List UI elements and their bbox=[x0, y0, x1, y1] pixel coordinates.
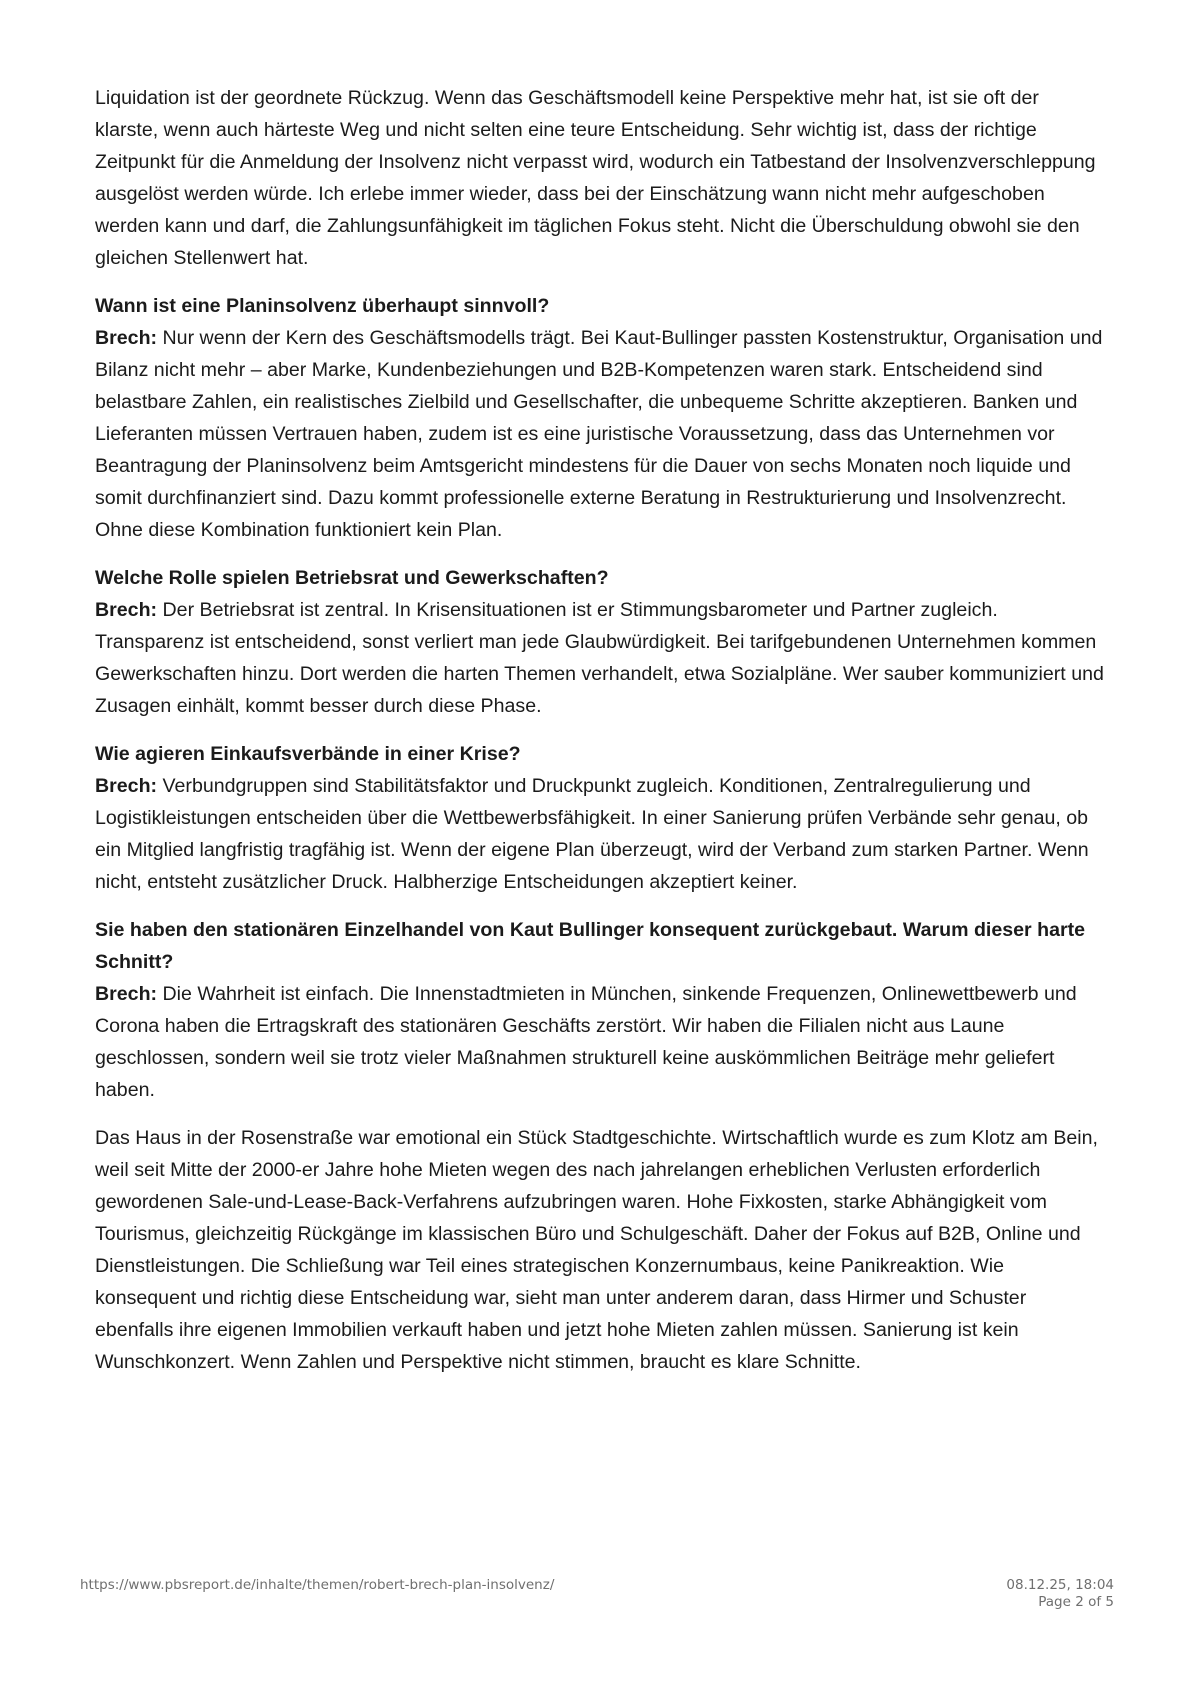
answer-text: Der Betriebsrat ist zentral. In Krisensituationen ist er Stimmungsbarometer und Partner zugleich. Transparenz ist entscheidend, sonst verliert man jede Glaubwürdigkeit. Bei tarifgebundenen Unternehmen kommen Gewerkschaften hinzu. Dort werden die harten Themen verhandelt, etwa Sozialpläne. Wer sauber kommuniziert und Zusagen einhält, kommt besser durch diese Phase. bbox=[95, 599, 1104, 717]
footer-url-link[interactable]: https://www.pbsreport.de/inhalte/themen/robert-brech-plan-insolvenz/ bbox=[80, 1577, 555, 1593]
question-heading: Wie agieren Einkaufsverbände in einer Krise? bbox=[95, 743, 521, 765]
qa-block-3 bbox=[95, 738, 1105, 898]
qa-block-2 bbox=[95, 562, 1105, 722]
answer-paragraph bbox=[95, 322, 1105, 546]
answer-paragraph bbox=[95, 770, 1105, 898]
qa-block-1 bbox=[95, 290, 1105, 546]
footer-datetime: 08.12.25, 18:04 bbox=[1006, 1577, 1114, 1593]
question-heading: Wann ist eine Planinsolvenz überhaupt sinnvoll? bbox=[95, 295, 550, 317]
answer-paragraph bbox=[95, 978, 1105, 1106]
footer-meta bbox=[1006, 1577, 1114, 1611]
qa-block-4 bbox=[95, 914, 1105, 1106]
page-number: Page 2 of 5 bbox=[1038, 1594, 1114, 1610]
speaker-label: Brech: bbox=[95, 599, 158, 621]
speaker-label: Brech: bbox=[95, 327, 158, 349]
answer-paragraph bbox=[95, 594, 1105, 722]
question-heading: Sie haben den stationären Einzelhandel von Kaut Bullinger konsequent zurückgebaut. Warum dieser harte Schnitt? bbox=[95, 919, 1086, 973]
speaker-label: Brech: bbox=[95, 775, 158, 797]
answer-text: Die Wahrheit ist einfach. Die Innenstadtmieten in München, sinkende Frequenzen, Onlinewettbewerb und Corona haben die Ertragskraft des stationären Geschäfts zerstört. Wir haben die Filialen nicht aus Laune geschlossen, sondern weil sie trotz vieler Maßnahmen strukturell keine auskömmlichen Beiträge mehr geliefert haben. bbox=[95, 983, 1077, 1101]
answer-text: Nur wenn der Kern des Geschäftsmodells trägt. Bei Kaut-Bullinger passten Kostenstruktur, Organisation und Bilanz nicht mehr – aber Marke, Kundenbeziehungen und B2B-Kompetenzen waren stark. Entscheidend sind belastbare Zahlen, ein realistisches Zielbild und Gesellschafter, die unbequeme Schritte akzeptieren. Banken und Lieferanten müssen Vertrauen haben, zudem ist es eine juristische Voraussetzung, dass das Unternehmen vor Beantragung der Planinsolvenz beim Amtsgericht mindestens für die Dauer von sechs Monaten noch liquide und somit durchfinanziert sind. Dazu kommt professionelle externe Beratung in Restrukturierung und Insolvenzrecht. Ohne diese Kombination funktioniert kein Plan. bbox=[95, 327, 1103, 541]
question-heading: Welche Rolle spielen Betriebsrat und Gewerkschaften? bbox=[95, 567, 609, 589]
speaker-label: Brech: bbox=[95, 983, 158, 1005]
intro-paragraph: Liquidation ist der geordnete Rückzug. Wenn das Geschäftsmodell keine Perspektive mehr hat, ist sie oft der klarste, wenn auch härteste Weg und nicht selten eine teure Entscheidung. Sehr wichtig ist, dass der richtige Zeitpunkt für die Anmeldung der Insolvenz nicht verpasst wird, wodurch ein Tatbestand der Insolvenzverschleppung ausgelöst werden würde. Ich erlebe immer wieder, dass bei der Einschätzung wann nicht mehr aufgeschoben werden kann und darf, die Zahlungsunfähigkeit im täglichen Fokus steht. Nicht die Überschuldung obwohl sie den gleichen Stellenwert hat. bbox=[95, 87, 1096, 269]
closing-paragraph: Das Haus in der Rosenstraße war emotional ein Stück Stadtgeschichte. Wirtschaftlich wurde es zum Klotz am Bein, weil seit Mitte der 2000-er Jahre hohe Mieten wegen des nach jahrelangen erheblichen Verlusten erforderlich gewordenen Sale-und-Lease-Back-Verfahrens aufzubringen waren. Hohe Fixkosten, starke Abhängigkeit vom Tourismus, gleichzeitig Rückgänge im klassischen Büro und Schulgeschäft. Daher der Fokus auf B2B, Online und Dienstleistungen. Die Schließung war Teil eines strategischen Konzernumbaus, keine Panikreaktion. Wie konsequent und richtig diese Entscheidung war, sieht man unter anderem daran, dass Hirmer und Schuster ebenfalls ihre eigenen Immobilien verkauft haben und jetzt hohe Mieten zahlen müssen. Sanierung ist kein Wunschkonzert. Wenn Zahlen und Perspektive nicht stimmen, braucht es klare Schnitte. bbox=[95, 1127, 1098, 1373]
article-body bbox=[95, 82, 1105, 1394]
answer-text: Verbundgruppen sind Stabilitätsfaktor und Druckpunkt zugleich. Konditionen, Zentralregulierung und Logistikleistungen entscheiden über die Wettbewerbsfähigkeit. In einer Sanierung prüfen Verbände sehr genau, ob ein Mitglied langfristig tragfähig ist. Wenn der eigene Plan überzeugt, wird der Verband zum starken Partner. Wenn nicht, entsteht zusätzlicher Druck. Halbherzige Entscheidungen akzeptiert keiner. bbox=[95, 775, 1089, 893]
